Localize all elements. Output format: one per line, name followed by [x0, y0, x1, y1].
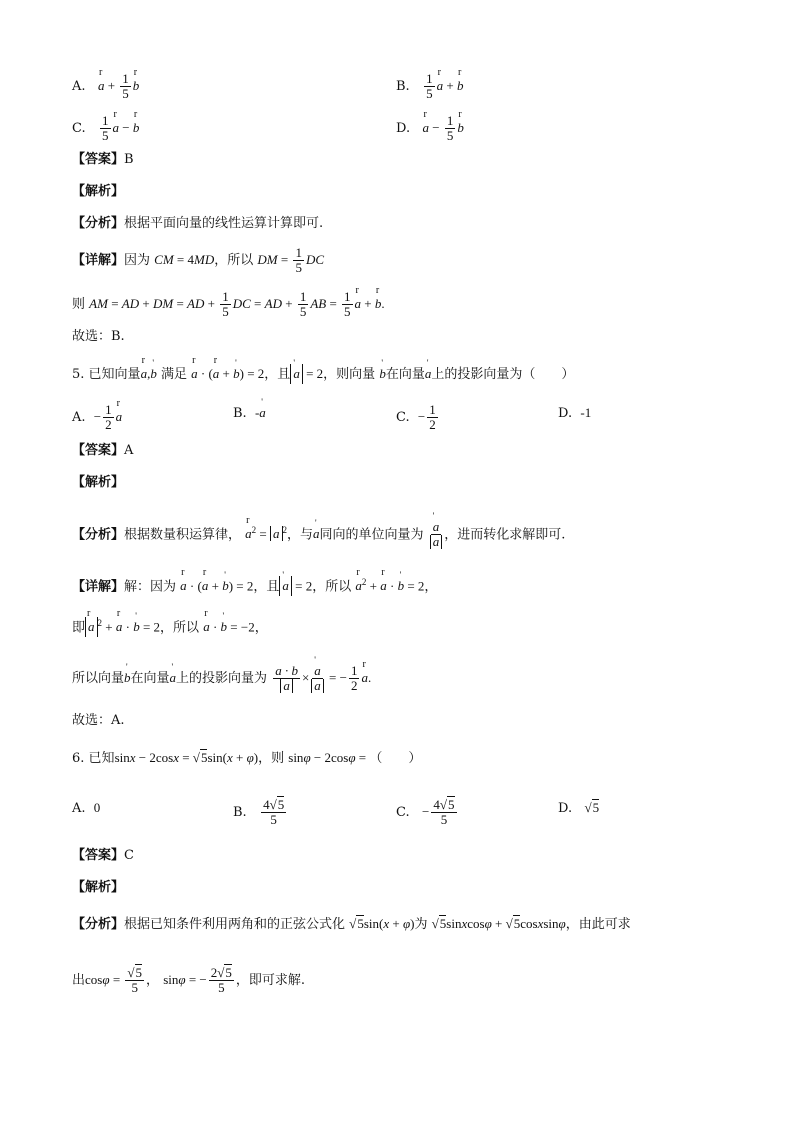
option-label: D.	[558, 406, 573, 421]
fraction: $\frac{1}{5}$	[102, 113, 109, 143]
q6-fenxi: 【分析】根据已知条件利用两角和的正弦公式化 √5sin(x + φ)为 √5sinxcosφ + √5cosxsinφ，由此可求	[72, 916, 631, 932]
q6-fenxi-cont: 出cosφ = $\frac{√5}{5}$ ， sinφ = − $\frac{2√5}{5}$ ，即可求解.	[72, 965, 306, 995]
q6-option-d: D. √5	[558, 800, 600, 816]
q5-option-a: A. − $\frac{1}{2}$ r a	[72, 403, 122, 432]
option-label: A.	[72, 410, 86, 425]
q5-fenxi: 【分析】根据数量积运算律， r $a^2 = a$ $^2$，与' a同向的单位向量为 ' $\frac{a}{a}$ ，进而转化求解即可.	[72, 520, 565, 549]
option-label: C.	[396, 805, 410, 820]
q4-choose: 故选：B.	[72, 329, 125, 344]
math: r a	[98, 76, 105, 96]
option-label: B.	[233, 805, 247, 820]
q5-option-d: D. -1	[558, 405, 592, 421]
option-label: C.	[396, 410, 410, 425]
q5-choose: 故选：A.	[72, 713, 125, 728]
q4-xiangjie: 【详解】因为 CM = 4MD，所以 DM = $\frac{1}{5}$ DC	[72, 245, 325, 275]
fraction: $\frac{1}{5}$	[446, 113, 454, 143]
option-label: B.	[396, 79, 410, 94]
q4-option-b: B. $\frac{1}{5}$ r a + r b	[396, 72, 463, 101]
q5-xiangjie: 【详解】解：因为 r a · (r a + ' b) = 2，且' a = 2，所以 r $a^2 + r$ a · ' b = 2，	[72, 572, 437, 597]
q4-option-a: A. r a + $\frac{1}{5}$ r b	[72, 72, 139, 101]
q4-analysis-label: 【解析】	[72, 184, 125, 199]
q6-answer: 【答案】C	[72, 848, 134, 863]
q5-option-c: C. − $\frac{1}{2}$	[396, 402, 436, 432]
q6-option-c: C. − $\frac{4√5}{5}$	[396, 797, 455, 827]
option-label: A.	[72, 79, 86, 94]
q5-answer: 【答案】A	[72, 443, 134, 458]
option-label: D.	[558, 801, 573, 816]
option-label: D.	[396, 121, 411, 136]
q6-analysis-label: 【解析】	[72, 880, 125, 895]
q5-option-b: B. -' a	[233, 403, 266, 424]
fraction: $\frac{1}{5}$	[122, 71, 129, 101]
q5-projection: 所以向量' b在向量' a上的投影向量为 $\frac{a \cdot b}{a}$ × ' $\frac{a}{a}$ = − $\frac{1}{2}$ r a.	[72, 664, 371, 693]
q6-stem: 6. 已知sinx − 2cosx = √5sin(x + φ)，则 sinφ − 2cosφ = （ ）	[72, 750, 422, 766]
q4-derivation: 则 AM = AD + DM = AD + $\frac{1}{5}$ DC = AD + $\frac{1}{5}$ AB = $\frac{1}{5}$ r a + r b.	[72, 290, 385, 319]
option-label: C.	[72, 121, 86, 136]
q6-option-b: B. $\frac{4√5}{5}$	[233, 797, 285, 827]
fraction: $\frac{1}{5}$	[426, 71, 433, 101]
option-label: B.	[233, 406, 247, 421]
q5-step2: 即r a $^2$ + r a · ' b = 2，所以 r a · ' b = −2，	[72, 613, 268, 638]
q5-analysis-label: 【解析】	[72, 475, 125, 490]
q4-option-d: D. r a − $\frac{1}{5}$ r b	[396, 114, 464, 143]
q5-stem: 5. 已知向量r a,' b 满足 r a · (r a + ' b) = 2，且' a = 2，则向量 ' b在向量' a上的投影向量为（ ）	[72, 364, 574, 385]
q4-fenxi: 【分析】根据平面向量的线性运算计算即可.	[72, 216, 324, 231]
q6-option-a: A. 0	[72, 800, 101, 816]
option-label: A.	[72, 801, 86, 816]
q4-option-c: C. $\frac{1}{5}$ r a − r b	[72, 114, 139, 143]
q4-answer: 【答案】B	[72, 152, 134, 167]
